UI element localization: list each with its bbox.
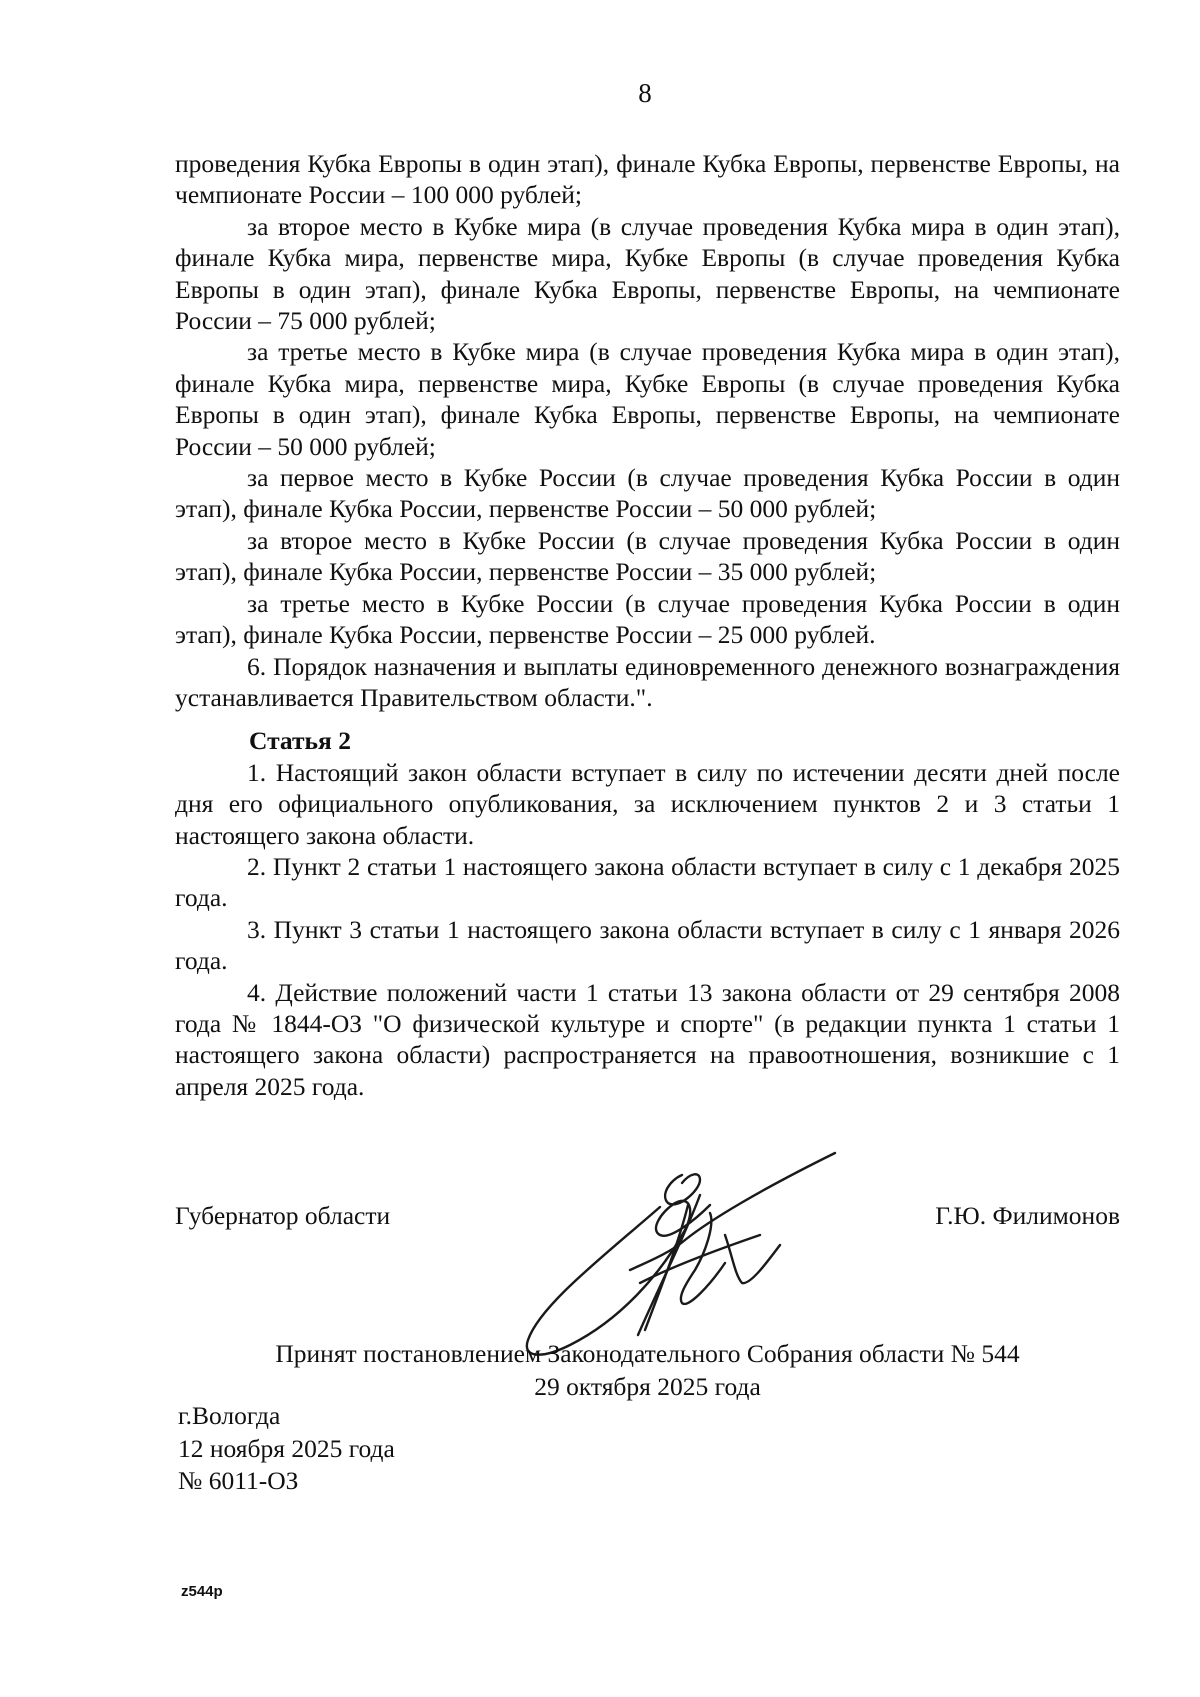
signing-details	[178, 1400, 395, 1498]
body-paragraph: за второе место в Кубке России (в случае проведения Кубка России в один этап), финале Кубка России, первенстве России – 35 000 рублей;	[175, 525, 1120, 587]
adoption-note	[175, 1337, 1120, 1403]
adoption-line: Принят постановлением Законодательного Собрания области № 544	[275, 1339, 1020, 1368]
article-heading: Статья 2	[249, 726, 351, 756]
signatory-name: Г.Ю. Филимонов	[935, 1201, 1120, 1230]
article-paragraph: 3. Пункт 3 статьи 1 настоящего закона области вступает в силу с 1 января 2026 года.	[175, 914, 1120, 976]
document-code: z544p	[181, 1583, 223, 1600]
body-paragraph: за третье место в Кубке России (в случае проведения Кубка России в один этап), финале Кубка России, первенстве России – 25 000 рублей.	[175, 588, 1120, 650]
article-paragraph: 4. Действие положений части 1 статьи 13 закона области от 29 сентября 2008 года № 1844-ОЗ "О физической культуре и спорте" (в редакции пункта 1 статьи 1 настоящего закона области) распространяется на правоотношения, возникшие с 1 апреля 2025 года.	[175, 977, 1120, 1101]
article-paragraph: 2. Пункт 2 статьи 1 настоящего закона области вступает в силу с 1 декабря 2025 года.	[175, 851, 1120, 913]
signing-city: г.Вологда	[178, 1401, 281, 1430]
body-paragraph: за первое место в Кубке России (в случае проведения Кубка России в один этап), финале Кубка России, первенстве России – 50 000 рублей;	[175, 463, 1120, 524]
handwritten-signature-icon	[510, 1135, 860, 1360]
law-number: № 6011-ОЗ	[178, 1466, 299, 1495]
body-paragraph: за второе место в Кубке мира (в случае проведения Кубка мира в один этап), финале Кубка мира, первенстве мира, Кубке Европы (в случае проведения Кубка Европы в один этап), финале Кубка Европы, первенстве Европы, на чемпионате России – 75 000 рублей;	[175, 211, 1120, 336]
page-number: 8	[638, 78, 652, 108]
signing-date: 12 ноября 2025 года	[178, 1433, 395, 1463]
body-paragraph: за третье место в Кубке мира (в случае проведения Кубка мира в один этап), финале Кубка мира, первенстве мира, Кубке Европы (в случае проведения Кубка Европы в один этап), финале Кубка Европы, первенстве Европы, на чемпионате России – 50 000 рублей;	[175, 337, 1120, 461]
document-body	[175, 148, 1120, 1102]
body-paragraph: 6. Порядок назначения и выплаты единовременного денежного вознаграждения устанавливается Правительством области.".	[175, 651, 1120, 712]
body-paragraph: проведения Кубка Европы в один этап), финале Кубка Европы, первенстве Европы, на чемпионате России – 100 000 рублей;	[175, 149, 1120, 210]
article-paragraph: 1. Настоящий закон области вступает в силу по истечении десяти дней после дня его официального опубликования, за исключением пунктов 2 и 3 статьи 1 настоящего закона области.	[175, 757, 1120, 850]
signatory-position: Губернатор области	[175, 1201, 391, 1230]
adoption-date: 29 октября 2025 года	[534, 1372, 761, 1401]
